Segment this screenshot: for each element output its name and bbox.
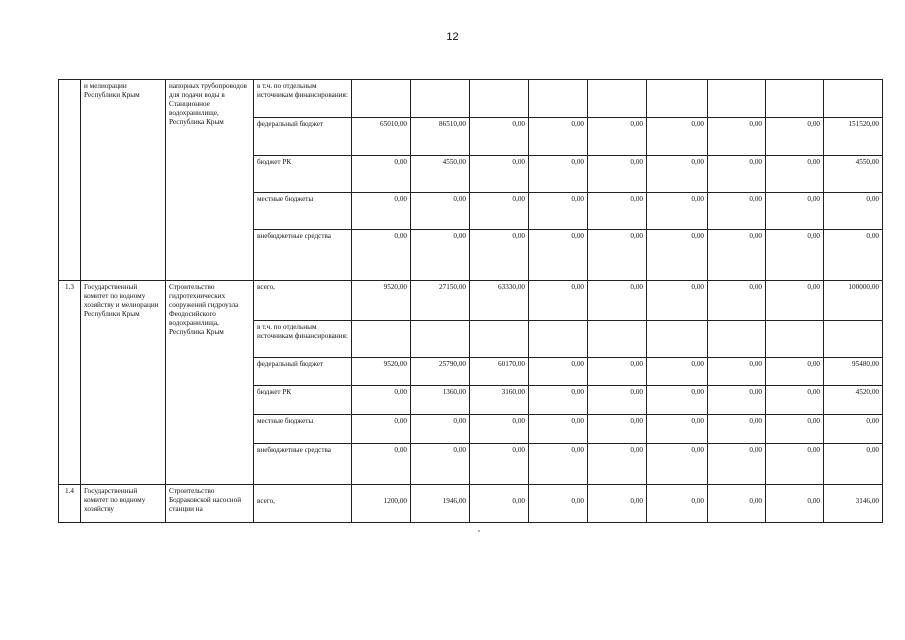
funding-source-label: в т.ч. по отдельным источникам финансирования: bbox=[254, 321, 352, 358]
value-cell: 0,00 bbox=[647, 156, 708, 193]
value-cell: 4550,00 bbox=[824, 156, 883, 193]
value-cell: 0,00 bbox=[824, 415, 883, 444]
value-cell: 0,00 bbox=[824, 230, 883, 281]
value-cell: 0,00 bbox=[647, 281, 708, 321]
value-cell: 0,00 bbox=[411, 230, 470, 281]
value-cell: 0,00 bbox=[766, 415, 824, 444]
value-cell: 0,00 bbox=[647, 118, 708, 156]
value-cell: 0,00 bbox=[647, 230, 708, 281]
value-cell: 0,00 bbox=[708, 358, 766, 386]
value-cell bbox=[470, 321, 529, 358]
value-cell: 0,00 bbox=[647, 358, 708, 386]
value-cell: 0,00 bbox=[708, 485, 766, 523]
value-cell: 0,00 bbox=[411, 444, 470, 485]
funding-source-label: местные бюджеты bbox=[254, 415, 352, 444]
funding-source-label: в т.ч. по отдельным источникам финансирования: bbox=[254, 80, 352, 118]
value-cell bbox=[529, 80, 588, 118]
funding-source-label: всего, bbox=[254, 485, 352, 523]
value-cell: 0,00 bbox=[647, 415, 708, 444]
funding-source-label: бюджет РК bbox=[254, 386, 352, 415]
value-cell: 0,00 bbox=[708, 156, 766, 193]
table-row bbox=[59, 80, 883, 118]
value-cell: 0,00 bbox=[647, 193, 708, 230]
funding-source-label: федеральный бюджет bbox=[254, 118, 352, 156]
value-cell: 100000,00 bbox=[824, 281, 883, 321]
value-cell: 0,00 bbox=[588, 230, 647, 281]
value-cell bbox=[647, 321, 708, 358]
value-cell: 0,00 bbox=[708, 281, 766, 321]
value-cell: 0,00 bbox=[708, 193, 766, 230]
value-cell bbox=[352, 321, 411, 358]
value-cell bbox=[708, 80, 766, 118]
value-cell: 0,00 bbox=[352, 230, 411, 281]
table-row bbox=[59, 485, 883, 523]
value-cell: 0,00 bbox=[766, 444, 824, 485]
value-cell: 4550,00 bbox=[411, 156, 470, 193]
value-cell bbox=[824, 321, 883, 358]
value-cell: 151520,00 bbox=[824, 118, 883, 156]
value-cell: 65010,00 bbox=[352, 118, 411, 156]
value-cell: 25790,00 bbox=[411, 358, 470, 386]
value-cell: 3160,00 bbox=[470, 386, 529, 415]
value-cell: 0,00 bbox=[766, 230, 824, 281]
value-cell: 9520,00 bbox=[352, 358, 411, 386]
value-cell: 0,00 bbox=[708, 386, 766, 415]
value-cell: 0,00 bbox=[529, 118, 588, 156]
value-cell: 0,00 bbox=[352, 386, 411, 415]
value-cell: 0,00 bbox=[352, 193, 411, 230]
value-cell: 0,00 bbox=[588, 386, 647, 415]
value-cell: 0,00 bbox=[588, 444, 647, 485]
row-number: 1.3 bbox=[59, 281, 81, 485]
value-cell bbox=[824, 80, 883, 118]
funding-source-label: внебюджетные средства bbox=[254, 230, 352, 281]
value-cell: 0,00 bbox=[647, 386, 708, 415]
value-cell: 4520,00 bbox=[824, 386, 883, 415]
funding-source-label: местные бюджеты bbox=[254, 193, 352, 230]
financing-table bbox=[58, 79, 883, 523]
value-cell: 0,00 bbox=[588, 485, 647, 523]
value-cell: 0,00 bbox=[766, 118, 824, 156]
value-cell bbox=[588, 321, 647, 358]
value-cell bbox=[411, 80, 470, 118]
value-cell: 0,00 bbox=[352, 415, 411, 444]
funding-source-label: всего, bbox=[254, 281, 352, 321]
value-cell: 1360,00 bbox=[411, 386, 470, 415]
value-cell: 0,00 bbox=[766, 281, 824, 321]
value-cell: 0,00 bbox=[529, 281, 588, 321]
value-cell: 0,00 bbox=[529, 156, 588, 193]
value-cell bbox=[470, 80, 529, 118]
row-number: 1.4 bbox=[59, 485, 81, 523]
table-row bbox=[59, 281, 883, 321]
value-cell: 0,00 bbox=[766, 386, 824, 415]
value-cell: 3146,00 bbox=[824, 485, 883, 523]
value-cell: 0,00 bbox=[352, 156, 411, 193]
value-cell: 0,00 bbox=[352, 444, 411, 485]
value-cell bbox=[647, 80, 708, 118]
responsible-organization: Государственный комитет по водному хозяйству bbox=[81, 485, 166, 523]
value-cell bbox=[766, 321, 824, 358]
funding-source-label: бюджет РК bbox=[254, 156, 352, 193]
value-cell: 0,00 bbox=[766, 156, 824, 193]
value-cell bbox=[411, 321, 470, 358]
value-cell: 0,00 bbox=[708, 118, 766, 156]
value-cell: 0,00 bbox=[824, 444, 883, 485]
value-cell: 60170,00 bbox=[470, 358, 529, 386]
value-cell: 0,00 bbox=[529, 444, 588, 485]
value-cell: 27150,00 bbox=[411, 281, 470, 321]
value-cell bbox=[529, 321, 588, 358]
value-cell: 95480,00 bbox=[824, 358, 883, 386]
value-cell: 0,00 bbox=[470, 485, 529, 523]
value-cell: 0,00 bbox=[411, 193, 470, 230]
value-cell: 9520,00 bbox=[352, 281, 411, 321]
page-number: 12 bbox=[446, 31, 459, 43]
value-cell: 0,00 bbox=[588, 358, 647, 386]
value-cell: 0,00 bbox=[470, 156, 529, 193]
value-cell: 0,00 bbox=[588, 281, 647, 321]
value-cell: 1200,00 bbox=[352, 485, 411, 523]
value-cell: 0,00 bbox=[824, 193, 883, 230]
value-cell: 0,00 bbox=[588, 118, 647, 156]
value-cell: 0,00 bbox=[470, 444, 529, 485]
value-cell: 0,00 bbox=[708, 230, 766, 281]
value-cell: 0,00 bbox=[470, 415, 529, 444]
value-cell: 0,00 bbox=[708, 415, 766, 444]
value-cell: 0,00 bbox=[647, 485, 708, 523]
value-cell: 0,00 bbox=[766, 358, 824, 386]
value-cell: 0,00 bbox=[647, 444, 708, 485]
object-name: Строительство гидротехнических сооружений гидроузла Феодосийского водохранилища, Республика Крым bbox=[166, 281, 254, 485]
scan-speck bbox=[478, 530, 480, 532]
funding-source-label: внебюджетные средства bbox=[254, 444, 352, 485]
value-cell: 0,00 bbox=[529, 386, 588, 415]
value-cell: 0,00 bbox=[708, 444, 766, 485]
value-cell: 0,00 bbox=[588, 415, 647, 444]
object-name: Строительство Бодраковской насосной станции на bbox=[166, 485, 254, 523]
value-cell: 0,00 bbox=[411, 415, 470, 444]
value-cell: 86510,00 bbox=[411, 118, 470, 156]
value-cell bbox=[708, 321, 766, 358]
value-cell: 0,00 bbox=[470, 230, 529, 281]
value-cell: 1946,00 bbox=[411, 485, 470, 523]
object-name: напорных трубопроводов для подачи воды в Станционное водохранилище, Республика Крым bbox=[166, 80, 254, 281]
value-cell: 0,00 bbox=[766, 485, 824, 523]
value-cell bbox=[588, 80, 647, 118]
value-cell: 63330,00 bbox=[470, 281, 529, 321]
value-cell: 0,00 bbox=[529, 230, 588, 281]
value-cell: 0,00 bbox=[766, 193, 824, 230]
value-cell: 0,00 bbox=[529, 485, 588, 523]
value-cell: 0,00 bbox=[529, 193, 588, 230]
funding-source-label: федеральный бюджет bbox=[254, 358, 352, 386]
value-cell: 0,00 bbox=[529, 358, 588, 386]
value-cell: 0,00 bbox=[588, 193, 647, 230]
value-cell: 0,00 bbox=[470, 118, 529, 156]
value-cell bbox=[352, 80, 411, 118]
value-cell: 0,00 bbox=[588, 156, 647, 193]
responsible-organization: Государственный комитет по водному хозяйству и мелиорации Республики Крым bbox=[81, 281, 166, 485]
row-number bbox=[59, 80, 81, 281]
value-cell: 0,00 bbox=[470, 193, 529, 230]
value-cell bbox=[766, 80, 824, 118]
responsible-organization: и мелиорации Республики Крым bbox=[81, 80, 166, 281]
value-cell: 0,00 bbox=[529, 415, 588, 444]
